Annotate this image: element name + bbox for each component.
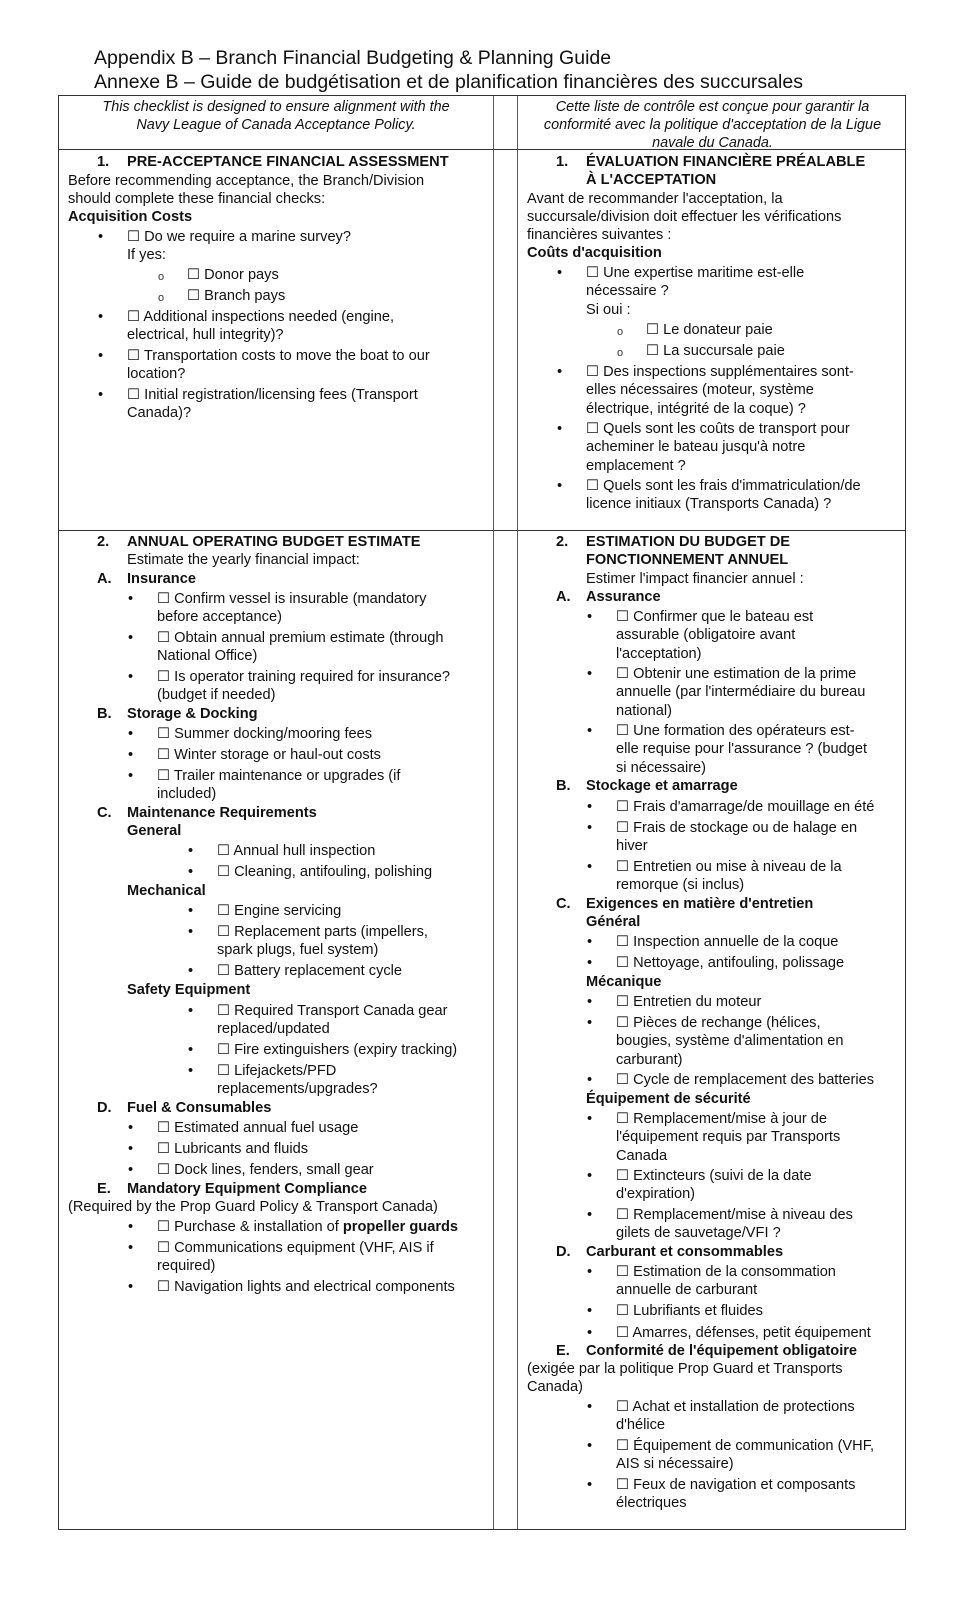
checklist-item[interactable]: ☐ Frais d'amarrage/de mouillage en été bbox=[616, 799, 875, 815]
category-title: Carburant et consommables bbox=[586, 1244, 784, 1260]
sub-bullet-icon: o bbox=[158, 271, 165, 283]
section-number: 2. bbox=[556, 534, 569, 550]
bullet-icon bbox=[188, 902, 193, 921]
intro-fr bbox=[518, 98, 907, 152]
item-continuation: assurable (obligatoire avant bbox=[616, 627, 796, 643]
category-title: Fuel & Consumables bbox=[127, 1100, 272, 1116]
item-continuation: location? bbox=[127, 366, 186, 382]
bullet-icon bbox=[128, 668, 133, 687]
item-continuation: Canada bbox=[616, 1148, 668, 1164]
item-continuation: included) bbox=[157, 786, 217, 802]
section-heading: À L'ACCEPTATION bbox=[586, 172, 717, 188]
category-letter: C. bbox=[556, 896, 571, 912]
bullet-icon bbox=[128, 725, 133, 744]
bullet-icon bbox=[587, 722, 592, 741]
subgroup-title: Équipement de sécurité bbox=[586, 1091, 751, 1107]
bullet-icon bbox=[587, 1324, 592, 1343]
item-continuation: électriques bbox=[616, 1495, 687, 1511]
column-divider bbox=[517, 96, 518, 1529]
checklist-item[interactable]: ☐ La succursale paie bbox=[646, 343, 785, 359]
item-text-emphasis: propeller guards bbox=[342, 1219, 459, 1235]
checklist-table bbox=[58, 95, 906, 1530]
category-letter: D. bbox=[97, 1100, 112, 1116]
subgroup-title: Général bbox=[586, 914, 641, 930]
checklist-item[interactable]: ☐ Quels sont les coûts de transport pour bbox=[586, 421, 850, 437]
category-title: Insurance bbox=[127, 571, 196, 587]
item-continuation: Canada)? bbox=[127, 405, 192, 421]
bullet-icon bbox=[587, 933, 592, 952]
bullet-icon bbox=[557, 363, 562, 382]
item-continuation: annuelle (par l'intermédiaire du bureau bbox=[616, 684, 866, 700]
item-continuation: si nécessaire) bbox=[616, 760, 707, 776]
bullet-icon bbox=[98, 386, 103, 405]
bullet-icon bbox=[587, 819, 592, 838]
item-continuation: remorque (si inclus) bbox=[616, 877, 745, 893]
item-continuation: d'expiration) bbox=[616, 1186, 696, 1202]
checklist-item[interactable]: ☐ Estimated annual fuel usage bbox=[157, 1120, 359, 1136]
intro-fr-line: Cette liste de contrôle est conçue pour garantir la bbox=[555, 99, 870, 115]
bullet-icon bbox=[188, 1062, 193, 1081]
section-heading: ESTIMATION DU BUDGET DE bbox=[586, 534, 791, 550]
item-continuation: replaced/updated bbox=[217, 1021, 330, 1037]
bullet-icon bbox=[587, 1302, 592, 1321]
section-desc: Avant de recommander l'acceptation, la bbox=[527, 191, 783, 207]
item-continuation: elles nécessaires (moteur, système bbox=[586, 382, 814, 398]
checklist-item[interactable]: ☐ Initial registration/licensing fees (Transport bbox=[127, 387, 418, 403]
checklist-item[interactable]: ☐ Obtain annual premium estimate (through bbox=[157, 630, 444, 646]
item-continuation: licence initiaux (Transports Canada) ? bbox=[586, 496, 832, 512]
category-note: (Required by the Prop Guard Policy & Transport Canada) bbox=[68, 1199, 438, 1215]
bullet-icon bbox=[128, 1161, 133, 1180]
section-desc: Estimate the yearly financial impact: bbox=[127, 552, 360, 568]
category-title: Assurance bbox=[586, 589, 661, 605]
section-desc: Estimer l'impact financier annuel : bbox=[586, 571, 804, 587]
category-title: Maintenance Requirements bbox=[127, 805, 317, 821]
bullet-icon bbox=[557, 477, 562, 496]
item-continuation: gilets de sauvetage/VFI ? bbox=[616, 1225, 781, 1241]
subgroup-title: Safety Equipment bbox=[127, 982, 251, 998]
checklist-item[interactable]: ☐ Feux de navigation et composants bbox=[616, 1477, 856, 1493]
bullet-icon bbox=[128, 1278, 133, 1297]
bullet-icon bbox=[587, 1437, 592, 1456]
checklist-item[interactable]: ☐ Achat et installation de protections bbox=[616, 1399, 855, 1415]
item-continuation: électrique, intégrité de la coque) ? bbox=[586, 401, 806, 417]
category-title: Mandatory Equipment Compliance bbox=[127, 1181, 368, 1197]
bullet-icon bbox=[587, 1071, 592, 1090]
checklist-item[interactable]: ☐ Estimation de la consommation bbox=[616, 1264, 836, 1280]
subgroup-title: Mécanique bbox=[586, 974, 662, 990]
checklist-item[interactable]: ☐ Lubricants and fluids bbox=[157, 1141, 308, 1157]
section-number: 2. bbox=[97, 534, 110, 550]
item-continuation: National Office) bbox=[157, 648, 258, 664]
checklist-item[interactable] bbox=[157, 1218, 458, 1237]
checklist-item[interactable]: ☐ Équipement de communication (VHF, bbox=[616, 1438, 875, 1454]
sub-bullet-icon: o bbox=[158, 292, 165, 304]
checklist-item[interactable]: ☐ Amarres, défenses, petit équipement bbox=[616, 1325, 871, 1341]
bullet-icon bbox=[128, 767, 133, 786]
checklist-item[interactable]: ☐ Transportation costs to move the boat to our bbox=[127, 348, 430, 364]
bullet-icon bbox=[188, 962, 193, 981]
subheading: Coûts d'acquisition bbox=[527, 245, 662, 261]
bullet-icon bbox=[188, 1041, 193, 1060]
sub-bullet-icon: o bbox=[617, 347, 624, 359]
item-continuation: nécessaire ? bbox=[586, 283, 669, 299]
item-continuation: d'hélice bbox=[616, 1417, 666, 1433]
checklist-item[interactable]: ☐ Trailer maintenance or upgrades (if bbox=[157, 768, 401, 784]
subgroup-title: General bbox=[127, 823, 182, 839]
bullet-icon bbox=[557, 420, 562, 439]
bullet-icon bbox=[587, 1398, 592, 1417]
checklist-item[interactable]: ☐ Engine servicing bbox=[217, 903, 342, 919]
checklist-item[interactable]: ☐ Confirmer que le bateau est bbox=[616, 609, 814, 625]
section-desc: financières suivantes : bbox=[527, 227, 672, 243]
checklist-item[interactable]: ☐ Donor pays bbox=[187, 267, 279, 283]
intro-en-line: Navy League of Canada Acceptance Policy. bbox=[136, 117, 416, 133]
category-title: Stockage et amarrage bbox=[586, 778, 738, 794]
item-continuation: before acceptance) bbox=[157, 609, 282, 625]
section-heading: ÉVALUATION FINANCIÈRE PRÉALABLE bbox=[586, 154, 866, 170]
checklist-item[interactable]: ☐ Extincteurs (suivi de la date bbox=[616, 1168, 812, 1184]
checklist-item[interactable]: ☐ Remplacement/mise à niveau des bbox=[616, 1207, 853, 1223]
bullet-icon bbox=[587, 1476, 592, 1495]
section-number: 1. bbox=[97, 154, 110, 170]
checklist-item[interactable]: ☐ Nettoyage, antifouling, polissage bbox=[616, 955, 845, 971]
category-letter: C. bbox=[97, 805, 112, 821]
item-continuation: spark plugs, fuel system) bbox=[217, 942, 379, 958]
checklist-item[interactable]: ☐ Entretien du moteur bbox=[616, 994, 762, 1010]
bullet-icon bbox=[587, 954, 592, 973]
document-title-en: Appendix B – Branch Financial Budgeting & Planning Guide bbox=[94, 47, 612, 69]
checklist-item[interactable]: ☐ Communications equipment (VHF, AIS if bbox=[157, 1240, 434, 1256]
checklist-item[interactable]: ☐ Cleaning, antifouling, polishing bbox=[217, 864, 433, 880]
category-title: Exigences en matière d'entretien bbox=[586, 896, 814, 912]
bullet-icon bbox=[587, 993, 592, 1012]
checklist-item[interactable]: ☐ Cycle de remplacement des batteries bbox=[616, 1072, 875, 1088]
section-heading: ANNUAL OPERATING BUDGET ESTIMATE bbox=[127, 534, 421, 550]
category-letter: A. bbox=[556, 589, 571, 605]
subgroup-title: Mechanical bbox=[127, 883, 206, 899]
document-title-fr: Annexe B – Guide de budgétisation et de planification financières des succursales bbox=[94, 71, 803, 93]
bullet-icon bbox=[587, 1206, 592, 1225]
intro-fr-line: navale du Canada. bbox=[652, 135, 773, 151]
checklist-item[interactable]: ☐ Inspection annuelle de la coque bbox=[616, 934, 839, 950]
checklist-item[interactable]: ☐ Additional inspections needed (engine, bbox=[127, 309, 395, 325]
checklist-item[interactable]: ☐ Winter storage or haul-out costs bbox=[157, 747, 381, 763]
checklist-item[interactable]: ☐ Is operator training required for insurance? bbox=[157, 669, 450, 685]
row-divider bbox=[59, 530, 905, 531]
bullet-icon bbox=[128, 1239, 133, 1258]
bullet-icon bbox=[587, 608, 592, 627]
category-letter: B. bbox=[556, 778, 571, 794]
item-continuation: electrical, hull integrity)? bbox=[127, 327, 284, 343]
checklist-item[interactable]: ☐ Une expertise maritime est-elle bbox=[586, 265, 805, 281]
subheading: Acquisition Costs bbox=[68, 209, 193, 225]
bullet-icon bbox=[557, 264, 562, 283]
checklist-item[interactable]: ☐ Required Transport Canada gear bbox=[217, 1003, 448, 1019]
category-letter: E. bbox=[97, 1181, 111, 1197]
checklist-item[interactable]: ☐ Pièces de rechange (hélices, bbox=[616, 1015, 821, 1031]
category-letter: A. bbox=[97, 571, 112, 587]
bullet-icon bbox=[128, 629, 133, 648]
bullet-icon bbox=[128, 1218, 133, 1237]
item-continuation: l'équipement requis par Transports bbox=[616, 1129, 841, 1145]
category-letter: B. bbox=[97, 706, 112, 722]
checklist-item[interactable]: ☐ Remplacement/mise à jour de bbox=[616, 1111, 827, 1127]
section-desc: should complete these financial checks: bbox=[68, 191, 326, 207]
item-continuation: hiver bbox=[616, 838, 648, 854]
checklist-item[interactable]: ☐ Navigation lights and electrical components bbox=[157, 1279, 455, 1295]
section-heading: PRE-ACCEPTANCE FINANCIAL ASSESSMENT bbox=[127, 154, 449, 170]
column-divider bbox=[493, 96, 494, 1529]
bullet-icon bbox=[587, 1110, 592, 1129]
checklist-item[interactable]: ☐ Des inspections supplémentaires sont- bbox=[586, 364, 854, 380]
checklist-item[interactable]: ☐ Lifejackets/PFD bbox=[217, 1063, 337, 1079]
category-note: (exigée par la politique Prop Guard et Transports bbox=[527, 1361, 843, 1377]
category-letter: E. bbox=[556, 1343, 570, 1359]
bullet-icon bbox=[128, 590, 133, 609]
checklist-item[interactable]: ☐ Frais de stockage ou de halage en bbox=[616, 820, 858, 836]
checklist-item[interactable]: ☐ Do we require a marine survey? bbox=[127, 229, 351, 245]
item-continuation: replacements/upgrades? bbox=[217, 1081, 378, 1097]
category-letter: D. bbox=[556, 1244, 571, 1260]
item-continuation: elle requise pour l'assurance ? (budget bbox=[616, 741, 868, 757]
intro-en bbox=[59, 98, 493, 134]
bullet-icon bbox=[587, 1263, 592, 1282]
bullet-icon bbox=[188, 842, 193, 861]
bullet-icon bbox=[188, 1002, 193, 1021]
bullet-icon bbox=[587, 798, 592, 817]
item-continuation: If yes: bbox=[127, 247, 166, 263]
checklist-item[interactable]: ☐ Summer docking/mooring fees bbox=[157, 726, 373, 742]
bullet-icon bbox=[128, 1140, 133, 1159]
item-continuation: (budget if needed) bbox=[157, 687, 276, 703]
checklist-item[interactable]: ☐ Replacement parts (impellers, bbox=[217, 924, 428, 940]
checklist-item[interactable]: ☐ Obtenir une estimation de la prime bbox=[616, 666, 857, 682]
bullet-icon bbox=[128, 1119, 133, 1138]
item-continuation: annuelle de carburant bbox=[616, 1282, 758, 1298]
checklist-item[interactable]: ☐ Quels sont les frais d'immatriculation/de bbox=[586, 478, 861, 494]
item-continuation: carburant) bbox=[616, 1052, 683, 1068]
checklist-item[interactable]: ☐ Annual hull inspection bbox=[217, 843, 376, 859]
checklist-item[interactable]: ☐ Confirm vessel is insurable (mandatory bbox=[157, 591, 427, 607]
category-title: Conformité de l'équipement obligatoire bbox=[586, 1343, 858, 1359]
bullet-icon bbox=[98, 308, 103, 327]
checklist-item[interactable]: ☐ Battery replacement cycle bbox=[217, 963, 403, 979]
section-desc: succursale/division doit effectuer les vérifications bbox=[527, 209, 842, 225]
bullet-icon bbox=[128, 746, 133, 765]
item-continuation: acheminer le bateau jusqu'à notre bbox=[586, 439, 806, 455]
bullet-icon bbox=[98, 347, 103, 366]
item-continuation: national) bbox=[616, 703, 672, 719]
intro-fr-line: conformité avec la politique d'acceptation de la Ligue bbox=[543, 117, 882, 133]
item-continuation: Si oui : bbox=[586, 302, 631, 318]
bullet-icon bbox=[587, 1167, 592, 1186]
bullet-icon bbox=[188, 923, 193, 942]
bullet-icon bbox=[587, 858, 592, 877]
section-desc: Before recommending acceptance, the Branch/Division bbox=[68, 173, 425, 189]
checklist-item[interactable]: ☐ Entretien ou mise à niveau de la bbox=[616, 859, 842, 875]
item-continuation: emplacement ? bbox=[586, 458, 686, 474]
item-continuation: bougies, système d'alimentation en bbox=[616, 1033, 844, 1049]
bullet-icon bbox=[188, 863, 193, 882]
checklist-item[interactable]: ☐ Branch pays bbox=[187, 288, 286, 304]
section-heading: FONCTIONNEMENT ANNUEL bbox=[586, 552, 789, 568]
checklist-item[interactable]: ☐ Lubrifiants et fluides bbox=[616, 1303, 763, 1319]
category-title: Storage & Docking bbox=[127, 706, 258, 722]
section-number: 1. bbox=[556, 154, 569, 170]
bullet-icon bbox=[587, 1014, 592, 1033]
intro-en-line: This checklist is designed to ensure alignment with the bbox=[102, 99, 450, 115]
bullet-icon bbox=[587, 665, 592, 684]
category-note: Canada) bbox=[527, 1379, 583, 1395]
checklist-item[interactable]: ☐ Une formation des opérateurs est- bbox=[616, 723, 855, 739]
item-continuation: l'acceptation) bbox=[616, 646, 702, 662]
item-continuation: AIS si nécessaire) bbox=[616, 1456, 734, 1472]
item-continuation: required) bbox=[157, 1258, 216, 1274]
item-text: ☐ Purchase & installation of bbox=[157, 1219, 343, 1235]
sub-bullet-icon: o bbox=[617, 326, 624, 338]
checklist-item[interactable]: ☐ Dock lines, fenders, small gear bbox=[157, 1162, 374, 1178]
bullet-icon bbox=[98, 228, 103, 247]
checklist-item[interactable]: ☐ Le donateur paie bbox=[646, 322, 773, 338]
checklist-item[interactable]: ☐ Fire extinguishers (expiry tracking) bbox=[217, 1042, 458, 1058]
